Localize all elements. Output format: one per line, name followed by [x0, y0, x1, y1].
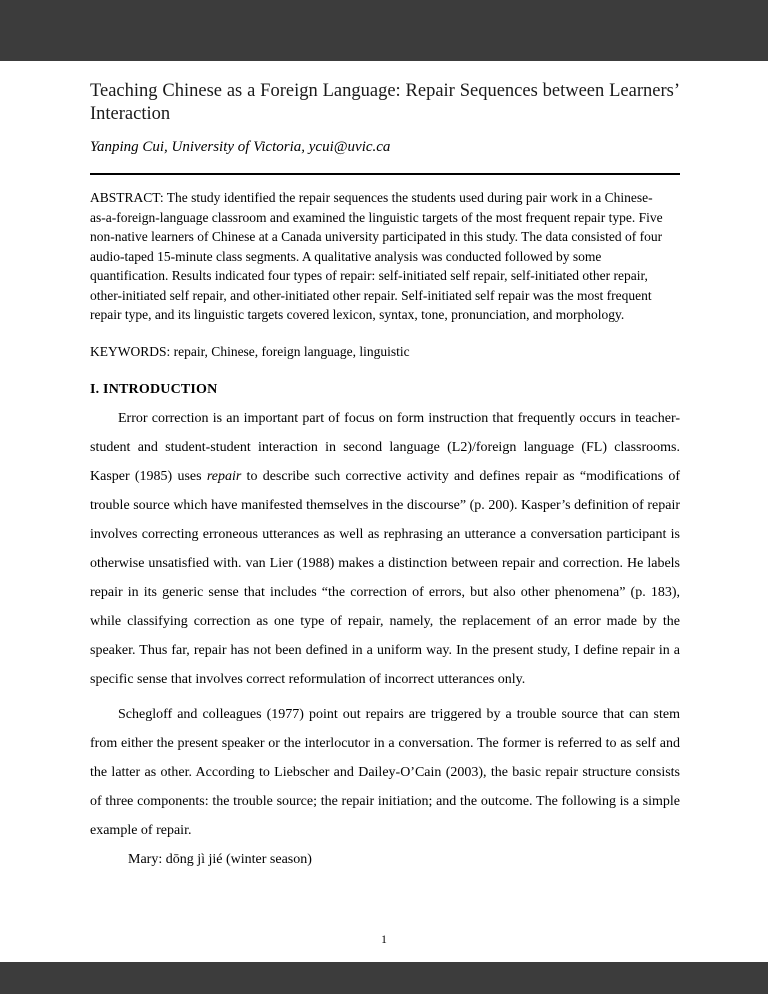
section-heading-introduction: I. INTRODUCTION	[90, 381, 218, 397]
keywords-line: KEYWORDS: repair, Chinese, foreign language, linguistic	[90, 343, 410, 359]
page-number: 1	[381, 934, 387, 946]
paragraph-text: Error correction is an important part of focus on form instruction that frequently occurs in teacher-student and student-student interaction in second language (L2)/foreign language (FL) classrooms. Kasper (1985) uses	[90, 410, 680, 484]
paper-title: Teaching Chinese as a Foreign Language: Repair Sequences between Learners’ Interaction	[90, 81, 680, 124]
document-page	[0, 61, 768, 962]
intro-paragraph-2: Schegloff and colleagues (1977) point out repairs are triggered by a trouble source that can stem from either the present speaker or the interlocutor in a conversation. The former is referred to as self and the latter as other. According to Liebscher and Dailey-O’Cain (2003), the basic repair structure consists of three components: the trouble source; the repair initiation; and the outcome. The following is a simple example of repair.	[90, 706, 680, 838]
title-divider-rule	[90, 173, 680, 175]
intro-paragraph-1	[90, 404, 680, 694]
paragraph-text: to describe such corrective activity and defines repair as “modifications of trouble source which have manifested themselves in the discourse” (p. 200). Kasper’s definition of repair involves correcting erroneous utterances as well as rephrasing an utterance a conversation participant is otherwise unsatisfied with. van Lier (1988) makes a distinction between repair and correction. He labels repair in its generic sense that includes “the correction of errors, but also other phenomena” (p. 183), while classifying correction as one type of repair, namely, the replacement of an error made by the speaker. Thus far, repair has not been defined in a uniform way. In the present study, I define repair in a specific sense that involves correct reformulation of incorrect utterances only.	[90, 468, 680, 687]
italic-term-repair: repair	[206, 468, 242, 484]
example-utterance-line: Mary: dōng jì jié (winter season)	[128, 851, 312, 867]
paper-author: Yanping Cui, University of Victoria, ycui@uvic.ca	[90, 139, 391, 155]
abstract-paragraph: ABSTRACT: The study identified the repair sequences the students used during pair work in a Chinese-as-a-foreign-language classroom and examined the linguistic targets of the most frequent repair type. Five non-native learners of Chinese at a Canada university participated in this study. The data consisted of four audio-taped 15-minute class segments. A qualitative analysis was conducted followed by some quantification. Results indicated four types of repair: self-initiated self repair, self-initiated other repair, other-initiated self repair, and other-initiated other repair. Self-initiated self repair was the most frequent repair type, and its linguistic targets covered lexicon, syntax, tone, pronunciation, and morphology.	[90, 190, 663, 322]
